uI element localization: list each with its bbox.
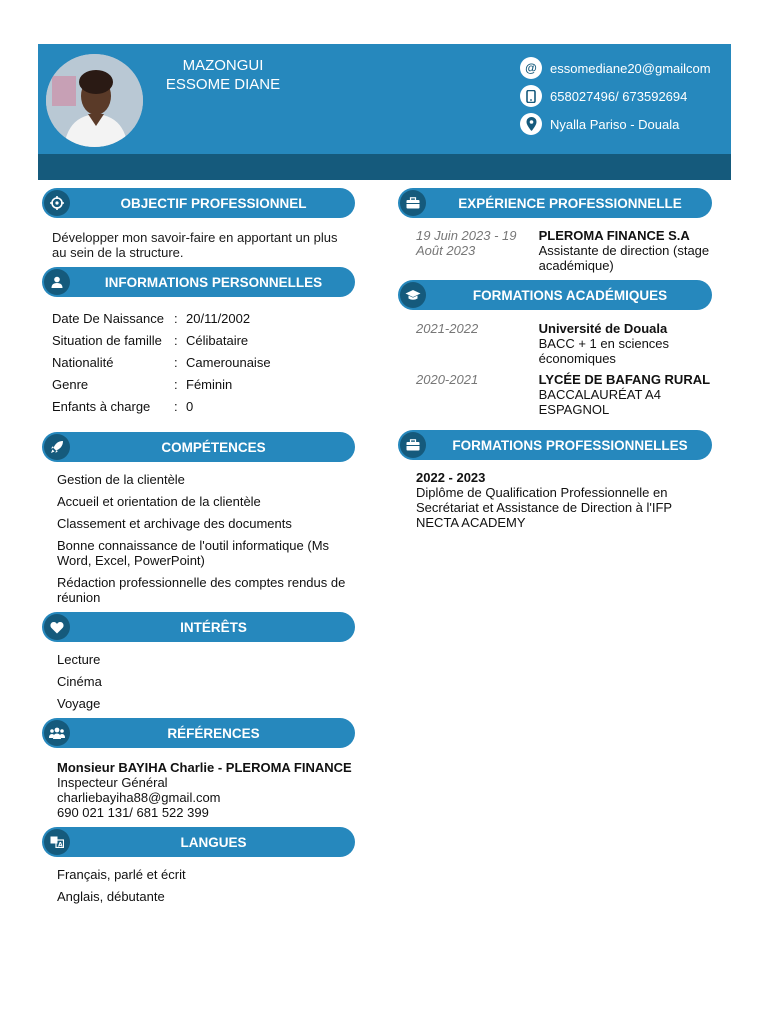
reference-block: [57, 760, 360, 820]
entry-body: [539, 228, 728, 273]
section-title: COMPÉTENCES: [161, 439, 266, 455]
formation-pro-entry: [416, 470, 716, 530]
info-row: [52, 395, 360, 417]
info-colon: :: [174, 354, 178, 370]
right-column: [398, 188, 728, 530]
reference-role: Inspecteur Général: [57, 775, 168, 790]
info-colon: :: [174, 398, 178, 414]
info-row: [52, 307, 360, 329]
section-title: FORMATIONS PROFESSIONNELLES: [452, 437, 688, 453]
contact-phone: [520, 82, 711, 110]
formation-entry: [416, 321, 728, 366]
list-item: Accueil et orientation de la clientèle: [57, 494, 261, 509]
email-text: essomediane20@gmailcom: [550, 60, 711, 76]
personal-info-table: [52, 307, 360, 417]
info-key: Genre: [52, 376, 89, 392]
competences-list: [57, 472, 357, 605]
objectif-text: Développer mon savoir-faire en apportant un plus au sein de la structure.: [52, 230, 338, 260]
at-icon: @: [520, 57, 542, 79]
reference-phone: 690 021 131/ 681 522 399: [57, 805, 209, 820]
translate-icon: [44, 829, 70, 855]
entry-body: [539, 372, 728, 417]
rocket-icon: [44, 434, 70, 460]
profile-photo: [46, 54, 143, 147]
interets-list: [57, 652, 357, 711]
header-bottom-bar: [38, 154, 731, 180]
entry-date: 2021-2022: [416, 321, 479, 336]
info-colon: :: [174, 310, 178, 326]
section-formations-professionnelles-header: [398, 430, 712, 460]
entry-desc: BACCALAURÉAT A4 ESPAGNOL: [538, 387, 661, 417]
crosshair-icon: [44, 190, 70, 216]
graduation-cap-icon: [400, 282, 426, 308]
people-icon: [44, 720, 70, 746]
section-infos-header: [42, 267, 355, 297]
info-value: Célibataire: [186, 332, 249, 348]
info-row: [52, 373, 360, 395]
section-title: INTÉRÊTS: [180, 619, 247, 635]
entry-title: Université de Douala: [538, 321, 668, 336]
location-pin-icon: [520, 113, 542, 135]
section-title: INFORMATIONS PERSONNELLES: [104, 274, 323, 290]
briefcase-icon: [400, 190, 426, 216]
section-competences-header: [42, 432, 355, 462]
entry-title: PLEROMA FINANCE S.A: [538, 228, 690, 243]
left-column: [42, 188, 360, 911]
info-value: Camerounaise: [186, 354, 271, 370]
list-item: Rédaction professionnelle des comptes rendus de réunion: [57, 575, 346, 605]
list-item: Français, parlé et écrit: [57, 867, 186, 882]
section-references-header: [42, 718, 355, 748]
section-interets-header: [42, 612, 355, 642]
contact-list: [520, 54, 711, 138]
svg-text:A: A: [58, 841, 63, 848]
heart-icon: [44, 614, 70, 640]
briefcase-icon: [400, 432, 426, 458]
section-title: LANGUES: [180, 834, 247, 850]
section-title: RÉFÉRENCES: [167, 725, 260, 741]
section-title: EXPÉRIENCE PROFESSIONNELLE: [458, 195, 682, 211]
section-title: FORMATIONS ACADÉMIQUES: [472, 287, 668, 303]
langues-list: [57, 867, 357, 904]
user-icon: [44, 269, 70, 295]
info-value: 0: [186, 398, 194, 414]
name-line-2: ESSOME DIANE: [165, 76, 281, 93]
section-langues-header: [42, 827, 355, 857]
header-banner: [38, 44, 731, 180]
reference-name: Monsieur BAYIHA Charlie - PLEROMA FINANCE: [57, 760, 352, 775]
list-item: Lecture: [57, 652, 101, 667]
phone-icon: [520, 85, 542, 107]
section-formations-academiques-header: [398, 280, 712, 310]
phone-text: 658027496/ 673592694: [550, 88, 688, 104]
info-row: [52, 351, 360, 373]
candidate-name: [148, 56, 298, 94]
address-text: Nyalla Pariso - Douala: [550, 116, 680, 132]
formation-entry: [416, 372, 728, 417]
info-row: [52, 329, 360, 351]
info-value: Féminin: [186, 376, 233, 392]
experience-entries: [416, 228, 728, 273]
entry-date: 19 Juin 2023 - 19 Août 2023: [416, 228, 517, 258]
info-key: Nationalité: [52, 354, 114, 370]
entry-body: [539, 321, 728, 366]
formations-academiques-entries: [416, 321, 728, 417]
list-item: Bonne connaissance de l'outil informatique (Ms Word, Excel, PowerPoint): [57, 538, 330, 568]
entry-year: 2022 - 2023: [416, 470, 486, 485]
info-key: Enfants à charge: [52, 398, 151, 414]
section-title: OBJECTIF PROFESSIONNEL: [120, 195, 307, 211]
list-item: Cinéma: [57, 674, 102, 689]
info-colon: :: [174, 376, 178, 392]
list-item: Voyage: [57, 696, 101, 711]
list-item: Classement et archivage des documents: [57, 516, 292, 531]
list-item: Gestion de la clientèle: [57, 472, 185, 487]
reference-email: charliebayiha88@gmail.com: [57, 790, 221, 805]
list-item: Anglais, débutante: [57, 889, 165, 904]
section-experience-header: [398, 188, 712, 218]
info-key: Date De Naissance: [52, 310, 164, 326]
section-objectif-header: [42, 188, 355, 218]
info-value: 20/11/2002: [186, 310, 251, 326]
contact-email: [520, 54, 711, 82]
entry-desc: Diplôme de Qualification Professionnelle en Secrétariat et Assistance de Direction à l'IFP NECTA ACADEMY: [416, 485, 672, 530]
entry-date: 2020-2021: [416, 372, 479, 387]
entry-title: LYCÉE DE BAFANG RURAL: [538, 372, 711, 387]
entry-desc: Assistante de direction (stage académique): [538, 243, 710, 273]
experience-entry: [416, 228, 728, 273]
info-colon: :: [174, 332, 178, 348]
info-key: Situation de famille: [52, 332, 162, 348]
contact-address: [520, 110, 711, 138]
entry-desc: BACC + 1 en sciences économiques: [538, 336, 670, 366]
name-line-1: MAZONGUI: [182, 57, 264, 74]
